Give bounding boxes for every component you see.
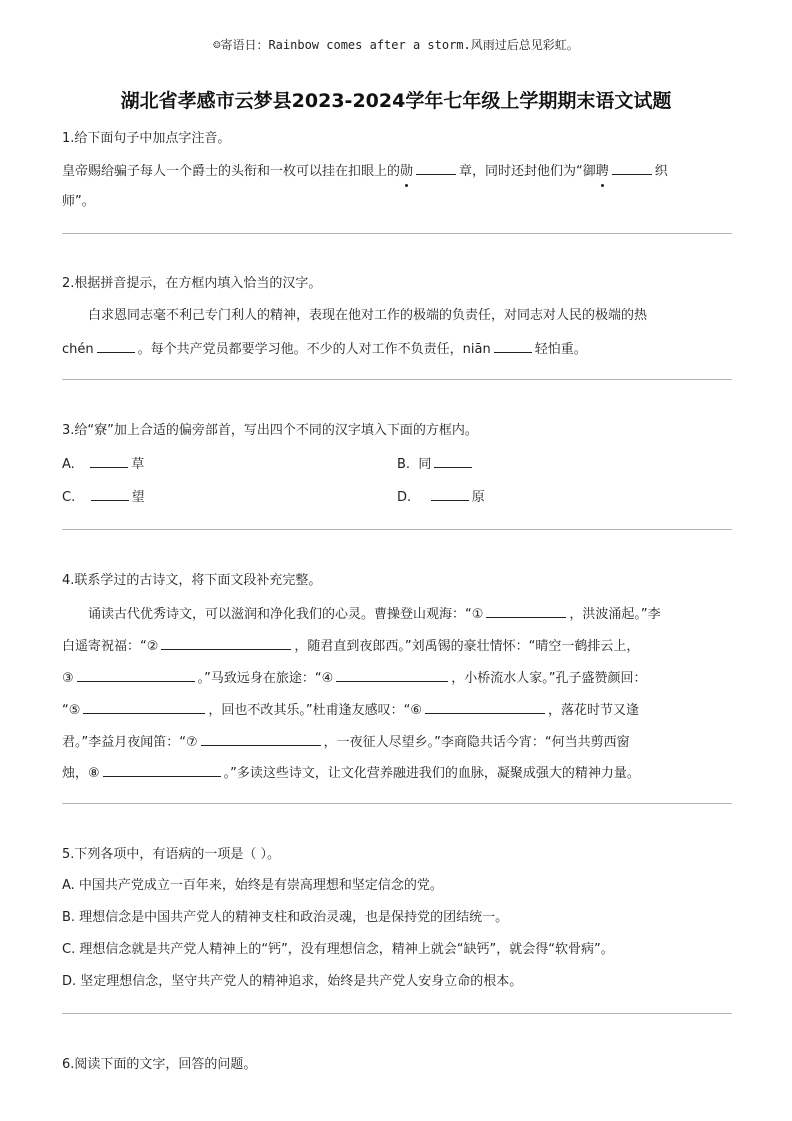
q1-dotted-char-2: 聘: [595, 164, 609, 179]
q3-option-b-blank[interactable]: [434, 454, 472, 468]
q3-option-b-text: 同: [418, 457, 432, 472]
q3-option-a-label: A.: [62, 457, 75, 472]
q2-answer-blank-1[interactable]: [97, 339, 135, 353]
q3-option-c: [62, 487, 145, 507]
section-divider: [62, 1013, 732, 1014]
q1-answer-blank-2[interactable]: [612, 161, 652, 175]
q3-stem: 3.给“寮”加上合适的偏旁部首，写出四个不同的汉字填入下面的方框内。: [62, 423, 478, 438]
q4-text-6b: 。”多读这些诗文，让文化营养融进我们的血脉，凝聚成强大的精神力量。: [223, 766, 640, 781]
q4-passage-line2: [62, 636, 639, 656]
q4-text-3a: ③: [62, 671, 74, 686]
q4-text-1a: 诵读古代优秀诗文，可以滋润和净化我们的心灵。曹操登山观海：“①: [88, 607, 484, 622]
q4-text-2a: 白遥寄祝福：“②: [62, 639, 159, 654]
section-divider: [62, 529, 732, 530]
page-header-motto: ☺寄语日：Rainbow comes after a storm.风雨过后总见彩虹。: [213, 38, 579, 52]
q1-sentence-line1: [62, 161, 668, 181]
q4-text-4b: ，回也不改其乐。”杜甫逢友感叹：“⑥: [208, 703, 423, 718]
q3-option-c-blank[interactable]: [91, 487, 129, 501]
q4-text-6a: 烛，⑧: [62, 766, 100, 781]
q2-answer-blank-2[interactable]: [494, 339, 532, 353]
q1-text-c: 织: [654, 164, 668, 179]
section-divider: [62, 803, 732, 804]
q4-text-3b: 。”马致远身在旅途：“④: [197, 671, 334, 686]
q4-answer-blank-1[interactable]: [486, 604, 566, 618]
q4-text-5b: ，一夜征人尽望乡。”李商隐共话今宵：“何当共剪西窗: [323, 735, 630, 750]
q2-stem: 2.根据拼音提示，在方框内填入恰当的汉字。: [62, 276, 322, 291]
q5-option-c[interactable]: C. 理想信念就是共产党人精神上的“钙”，没有理想信念，精神上就会“缺钙”，就会得“软骨病”。: [62, 942, 614, 957]
section-divider: [62, 379, 732, 380]
q4-answer-blank-6[interactable]: [425, 700, 545, 714]
q1-sentence-line2: 师”。: [62, 194, 95, 209]
q4-text-1b: ，洪波涌起。”李: [569, 607, 661, 622]
q5-option-d[interactable]: D. 坚定理想信念，坚守共产党人的精神追求，始终是共产党人安身立命的根本。: [62, 974, 523, 989]
q4-answer-blank-2[interactable]: [161, 636, 291, 650]
q4-passage-line4: [62, 700, 639, 720]
q3-option-d: [397, 487, 485, 507]
q3-option-d-text: 原: [471, 490, 485, 505]
q1-dotted-char-1: 勋: [400, 164, 414, 179]
section-divider: [62, 233, 732, 234]
q4-text-5a: 君。”李益月夜闻笛：“⑦: [62, 735, 198, 750]
q5-stem: 5.下列各项中，有语病的一项是（ ）。: [62, 847, 281, 862]
q4-text-3c: ，小桥流水人家。”孔子盛赞颜回：: [451, 671, 647, 686]
q3-option-c-text: 望: [131, 490, 145, 505]
q3-option-b: [397, 454, 475, 474]
q4-answer-blank-5[interactable]: [83, 700, 205, 714]
q4-answer-blank-8[interactable]: [103, 763, 221, 777]
q2-text-mid: 。每个共产党员都要学习他。不少的人对工作不负责任，niān: [137, 342, 491, 357]
q3-option-a-text: 草: [131, 457, 145, 472]
q4-answer-blank-4[interactable]: [336, 668, 448, 682]
q2-pinyin-chen: chén: [62, 342, 94, 357]
q1-text-a: 皇帝赐给骗子每人一个爵士的头衔和一枚可以挂在扣眼上的: [62, 164, 401, 179]
q3-option-a: [62, 454, 144, 474]
q1-answer-blank-1[interactable]: [416, 161, 456, 175]
q1-stem: 1.给下面句子中加点字注音。: [62, 131, 231, 146]
q3-option-a-blank[interactable]: [90, 454, 128, 468]
q4-answer-blank-7[interactable]: [201, 732, 321, 746]
q2-text-end: 轻怕重。: [534, 342, 587, 357]
q2-passage-line1: 白求恩同志毫不利己专门利人的精神，表现在他对工作的极端的负责任，对同志对人民的极端的热: [88, 308, 648, 323]
q4-passage-line3: [62, 668, 647, 688]
q2-passage-line2: [62, 339, 587, 359]
q4-text-2b: ，随君直到夜郎西。”刘禹锡的豪壮情怀：“晴空一鹤排云上，: [294, 639, 640, 654]
q4-passage-line6: [62, 763, 640, 783]
q6-stem: 6.阅读下面的文字，回答的问题。: [62, 1057, 257, 1072]
q3-option-d-blank[interactable]: [431, 487, 469, 501]
q4-text-4a: “⑤: [62, 703, 81, 718]
q3-option-c-label: C.: [62, 490, 76, 505]
q4-passage-line1: [88, 604, 661, 624]
q4-passage-line5: [62, 732, 630, 752]
q1-text-b: 章，同时还封他们为“御: [459, 164, 596, 179]
q4-text-4c: ，落花时节又逢: [548, 703, 640, 718]
q4-stem: 4.联系学过的古诗文，将下面文段补充完整。: [62, 573, 322, 588]
q4-answer-blank-3[interactable]: [77, 668, 195, 682]
q5-option-a[interactable]: A. 中国共产党成立一百年来，始终是有崇高理想和坚定信念的党。: [62, 878, 443, 893]
q3-option-d-label: D.: [397, 490, 412, 505]
page-title: 湖北省孝感市云梦县2023-2024学年七年级上学期期末语文试题: [120, 90, 672, 112]
q3-option-b-label: B.: [397, 457, 411, 472]
q5-option-b[interactable]: B. 理想信念是中国共产党人的精神支柱和政治灵魂，也是保持党的团结统一。: [62, 910, 509, 925]
